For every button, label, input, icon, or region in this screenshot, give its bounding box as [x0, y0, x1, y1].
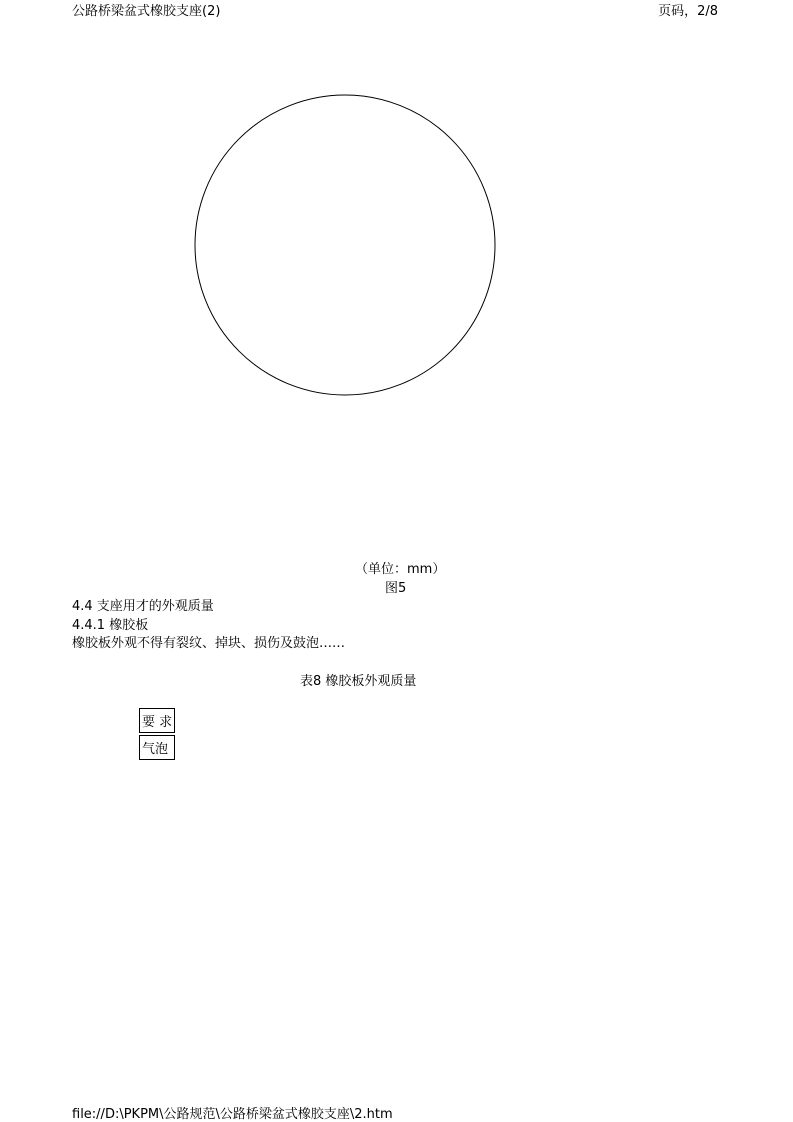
table-header: 要 求 — [139, 708, 175, 733]
heading-4-4: 4.4 支座用才的外观质量 — [72, 599, 214, 614]
heading-4-4-1: 4.4.1 橡胶板 — [72, 618, 149, 633]
figure-unit: （单位：mm） — [355, 562, 446, 577]
figure-5 — [185, 75, 545, 555]
table-caption: 表8 橡胶板外观质量 — [300, 674, 417, 689]
footer-path: file://D:\PKPM\公路规范\公路桥梁盆式橡胶支座\2.htm — [72, 1107, 393, 1122]
category: 气泡 — [139, 735, 175, 760]
quality-table — [137, 706, 177, 762]
body-paragraph: 橡胶板外观不得有裂纹、掉块、损伤及鼓泡…… — [72, 636, 346, 651]
figure-caption: 图5 — [385, 581, 407, 596]
page-number: 页码，2/8 — [658, 4, 718, 19]
doc-title: 公路桥梁盆式橡胶支座(2) — [72, 4, 221, 19]
